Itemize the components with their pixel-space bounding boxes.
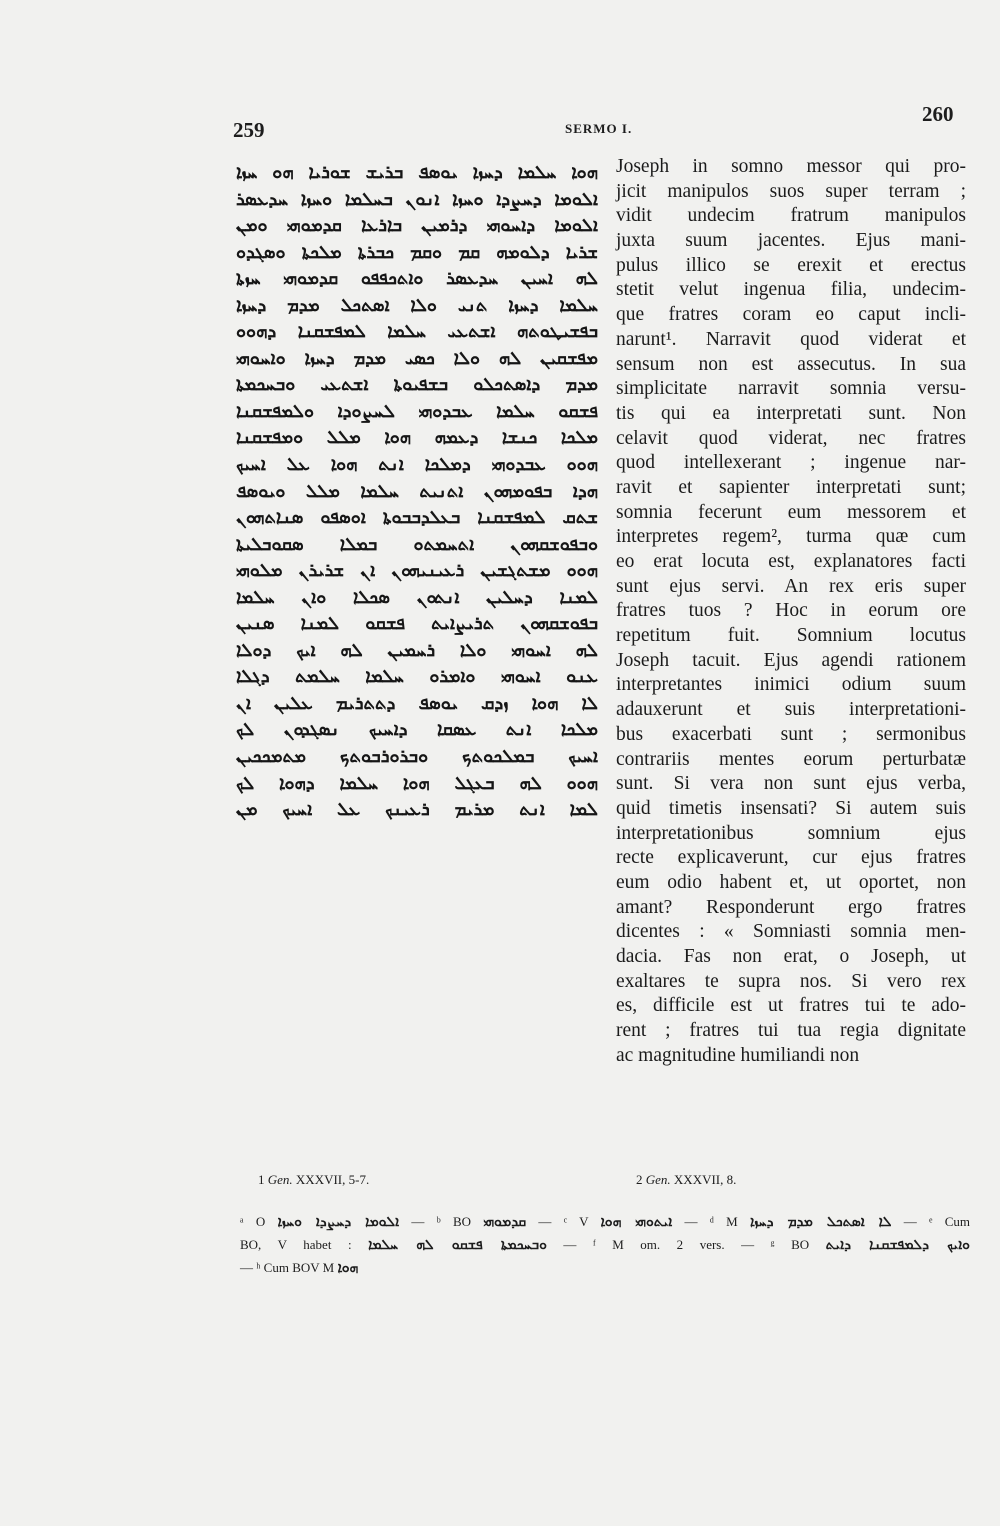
apparatus-note: — ᵇ BO — [399, 1214, 484, 1229]
footnote-reference: Gen. — [645, 1172, 671, 1187]
syriac-line: ܗܘܘ ܥܒܕܘܗܝ ܕܡܠܟܐ ܐܢܬ ܗܘܐ ܥܠ ܐܚܝܟ — [236, 454, 598, 476]
latin-line: stetit velut ingenua filia, undecim- — [616, 279, 966, 301]
syriac-line: ܡܕܡ ܕܐܣܬܟܠܘ ܒܫܦܝܘܬܐ ܐܫܬܥܝ ܘܒܚܟܡܬܐ — [236, 374, 598, 396]
latin-line: repetitum fuit. Somnium locutus — [616, 625, 966, 647]
latin-line: sunt. Si vera non sunt ejus verba, — [616, 773, 966, 795]
latin-line: celavit quod viderat, nec fratres — [616, 427, 966, 449]
apparatus-note: BO, V habet : — [240, 1237, 369, 1252]
footnote-left — [258, 1172, 369, 1188]
syriac-variant: ܘܒܚܟܡܬܐ ܦܫܩܘ ܠܗ ܚܠܡܐ — [368, 1237, 547, 1253]
footnote-number: 2 — [636, 1172, 643, 1187]
apparatus-line — [240, 1210, 970, 1233]
syriac-line: ܐܠܘܡܐ ܕܚܨܕܐ ܘܚܙܐ ܐܢܘܢ ܒܚܠܡܐ ܘܚܙܐ ܚܕܥܣܪ — [236, 188, 598, 210]
latin-line: sunt ejus servi. An rex eris super — [616, 575, 966, 597]
latin-line: rent ; fratres tui tua regia dignitate — [616, 1020, 966, 1042]
latin-line: eo erat locuta est, explanatores facti — [616, 551, 966, 572]
apparatus-note: — ʰ Cum BOV M — [240, 1260, 338, 1275]
latin-line: contrariis mentes eorum perturbatæ — [616, 748, 966, 770]
syriac-line: ܥܢܘ ܐܚܘܗܝ ܘܐܡܪܘ ܚܠܡܐ ܚܠܡܬ ܕܓܠܐ — [236, 666, 598, 688]
page-number-right: 260 — [922, 102, 954, 126]
syriac-line: ܘܒܦܘܫܩܗܘܢ ܐܬܚܡܬܘ ܒܡܠܐ ܣܩܘܒܠܝܬܐ — [236, 533, 598, 555]
latin-line: amant? Responderunt ergo fratres — [616, 896, 966, 918]
syriac-line: ܫܬܩ ܠܡܦܫܩܢܐ ܒܥܠܕܒܒܘܬܐ ܐܘܣܦܘ ܣܢܐܬܗܘܢ — [236, 507, 598, 529]
latin-line: Joseph in somno messor qui pro- — [616, 156, 966, 177]
syriac-line: ܗܘܐ ܚܠܡܐ ܕܚܙܐ ܝܘܣܦ ܒܪܝܫ ܫܘܪܝܐ ܗܘ ܚܙܐ — [236, 162, 598, 183]
syriac-variant: ܗܘܐ — [337, 1260, 359, 1276]
syriac-line: ܠܗ ܐܚܘܗܝ ܘܠܐ ܪܚܡܝܢ ܠܗ ܐܝܟ ܕܘܠܐ — [236, 639, 598, 661]
syriac-line: ܠܡܐ ܐܢܬ ܡܪܝܡ ܪܥܝܢܟ ܥܠ ܐܚܝܟ ܡܢ — [236, 799, 598, 821]
syriac-line: ܡܦܫܩܝܢ ܠܗ ܘܠܐ ܟܣܝ ܡܕܡ ܕܚܙܐ ܘܐܚܘܗܝ — [236, 347, 598, 369]
syriac-line: ܗܕܐ ܒܦܘܡܗܘܢ ܐܬܢܝܬ ܚܠܡܐ ܡܠܠ ܘܝܘܣܦ — [236, 480, 598, 502]
latin-line: interpretes regem², turma quæ cum — [616, 526, 966, 548]
syriac-variant: ܐܠܘܡܐ ܕܚܨܕܐ ܘܚܙܐ — [277, 1214, 400, 1230]
running-title: SERMO I. — [565, 121, 633, 136]
footnote-reference: Gen. — [267, 1172, 293, 1187]
syriac-line: ܗܘܘ ܠܗ ܒܥܓܠ ܗܘܐ ܚܠܡܐ ܕܗܘܐ ܠܟ — [236, 772, 598, 794]
footnote-text: XXXVII, 8. — [673, 1172, 737, 1187]
apparatus-line — [240, 1256, 970, 1279]
latin-text-column — [616, 155, 966, 1068]
apparatus-note: — ᶜ V — [526, 1214, 601, 1229]
critical-apparatus — [240, 1210, 970, 1279]
latin-line: interpretantes inimici odium suum — [616, 674, 966, 696]
latin-line: dicentes : « Somniasti somnia men- — [616, 921, 966, 943]
syriac-line: ܚܠܡܐ ܕܚܙܐ ܬܢܝ ܘܠܐ ܐܣܬܟܠ ܡܕܡ ܕܚܙܐ — [236, 294, 598, 316]
apparatus-note: — ᵈ M — [672, 1214, 751, 1229]
latin-line: bus exacerbati sunt ; sermonibus — [616, 723, 966, 745]
latin-line: recte explicaverunt, cur ejus fratres — [616, 847, 966, 869]
syriac-line: ܠܐ ܗܘܐ ܙܕܩ ܝܘܣܦ ܕܬܬܪܝܡ ܥܠܝܢ ܐܢ — [236, 692, 598, 714]
syriac-line: ܦܫܩܘ ܚܠܡܐ ܥܒܕܘܗܝ ܠܚܨܘܕܐ ܘܠܡܦܫܩܢܐ — [236, 400, 598, 422]
apparatus-note: — ᵉ Cum — [891, 1214, 971, 1229]
latin-line: adauxerunt et suis interpretationi- — [616, 699, 966, 721]
apparatus-line — [240, 1233, 970, 1256]
syriac-line: ܐܚܝܟ ܒܡܠܟܘܬܟ ܘܒܪܘܪܒܘܬܟ ܡܬܡܟܟܝܢ — [236, 746, 598, 768]
syriac-line: ܗܘܘ ܡܫܬܓܫܝܢ ܪܥܝܢܝܗܘܢ ܐܢ ܫܪܝܪܢ ܡܠܘܗܝ — [236, 560, 598, 582]
syriac-line: ܒܦܘܫܩܗܘܢ ܬܪܝܨܐܝܬ ܦܫܩܘ ܠܡܢܐ ܣܢܝܢ — [236, 613, 598, 635]
syriac-variant: ܠܐ ܐܣܬܟܠ ܡܕܡ ܕܚܙܐ — [750, 1214, 892, 1230]
latin-line: eum odio habent et, ut oportet, non — [616, 871, 966, 893]
latin-line: dacia. Fas non erat, o Joseph, ut — [616, 946, 966, 967]
syriac-line: ܒܦܫܝܛܘܬܗ ܐܫܬܥܝ ܚܠܡܐ ܠܡܦܫܩܢܐ ܕܗܘܘ — [236, 321, 598, 343]
latin-line: quod intellexerant ; ingenue nar- — [616, 452, 966, 474]
syriac-line: ܐܠܘܡܐ ܕܐܚܘܗܝ ܕܪܡܝܢ ܒܐܪܥܐ ܩܕܡܘܗܝ ܘܡܢ — [236, 215, 598, 237]
latin-line: quid timetis insensati? Si autem suis — [616, 797, 966, 819]
latin-line: ravit et sapienter interpretati sunt; — [616, 476, 966, 498]
latin-line: fratres tuos ? Hoc in eorum ore — [616, 600, 966, 622]
footnote-text: XXXVII, 5-7. — [295, 1172, 370, 1187]
latin-line: exaltares te supra nos. Si vero rex — [616, 970, 966, 992]
latin-line: que fratres coram eo caput incli- — [616, 304, 966, 326]
footnote-number: 1 — [258, 1172, 265, 1187]
syriac-line: ܠܗ ܐܚܝܢ ܚܕܥܣܪ ܘܐܬܟܦܦܘ ܩܕܡܘܗܝ ܚܙܬܐ — [236, 268, 598, 290]
latin-line: vidit undecim fratrum manipulos — [616, 205, 966, 227]
latin-line: ac magnitudine humiliandi non — [616, 1044, 860, 1066]
latin-line: es, difficile est ut fratres tui te ado- — [616, 995, 966, 1017]
latin-line: interpretationibus somnium ejus — [616, 822, 966, 844]
page-number-left: 259 — [233, 118, 265, 142]
syriac-variant: ܘܐܝܟ ܕܠܡܦܫܩܢܐ ܕܐܝܬ — [825, 1237, 970, 1253]
footnote-right — [636, 1172, 736, 1188]
apparatus-note: ᵃ O — [240, 1214, 278, 1229]
latin-line: narunt¹. Narravit quod viderat et — [616, 328, 966, 350]
latin-line: Joseph tacuit. Ejus agendi rationem — [616, 649, 966, 671]
latin-line: pulus illico se erexit et erectus — [616, 254, 966, 276]
latin-line: jicit manipulos suos super terram ; — [616, 180, 966, 202]
latin-line: simplicitate narravit somnia versu- — [616, 378, 966, 400]
apparatus-note: — ᶠ M om. 2 vers. — ᵍ BO — [546, 1237, 826, 1252]
syriac-line: ܠܡܢܐ ܕܚܠܝܢ ܐܢܬܘܢ ܣܟܠܐ ܘܐܢ ܚܠܡܐ — [236, 586, 598, 608]
syriac-variant: ܩܕܡܘܗܝ — [483, 1214, 527, 1230]
syriac-text-column — [236, 160, 598, 824]
syriac-variant: ܐܝܬܘܗܝ ܗܘܐ — [600, 1214, 673, 1230]
syriac-line: ܡܠܟܐ ܐܢܬ ܥܣܩܐ ܕܐܚܝܟ ܢܣܓܕܘܢ ܠܟ — [236, 719, 598, 741]
syriac-line: ܡܠܟܐ ܟܢܫܐ ܕܥܡܗ ܗܘܐ ܡܠܠ ܘܡܦܫܩܢܐ — [236, 427, 598, 449]
syriac-line: ܫܪܝܐ ܕܠܘܡܗ ܩܡ ܘܩܡ ܟܒܪܬܐ ܡܠܟܬܐ ܘܣܓܕܘ — [236, 241, 598, 263]
latin-line: sensum non est assecutus. In sua — [616, 353, 966, 375]
latin-line: tis qui ea interpretati sunt. Non — [616, 402, 966, 424]
latin-line: somnia fecerunt eum messorem et — [616, 501, 966, 523]
latin-line: juxta suum jacentes. Ejus mani- — [616, 230, 966, 252]
